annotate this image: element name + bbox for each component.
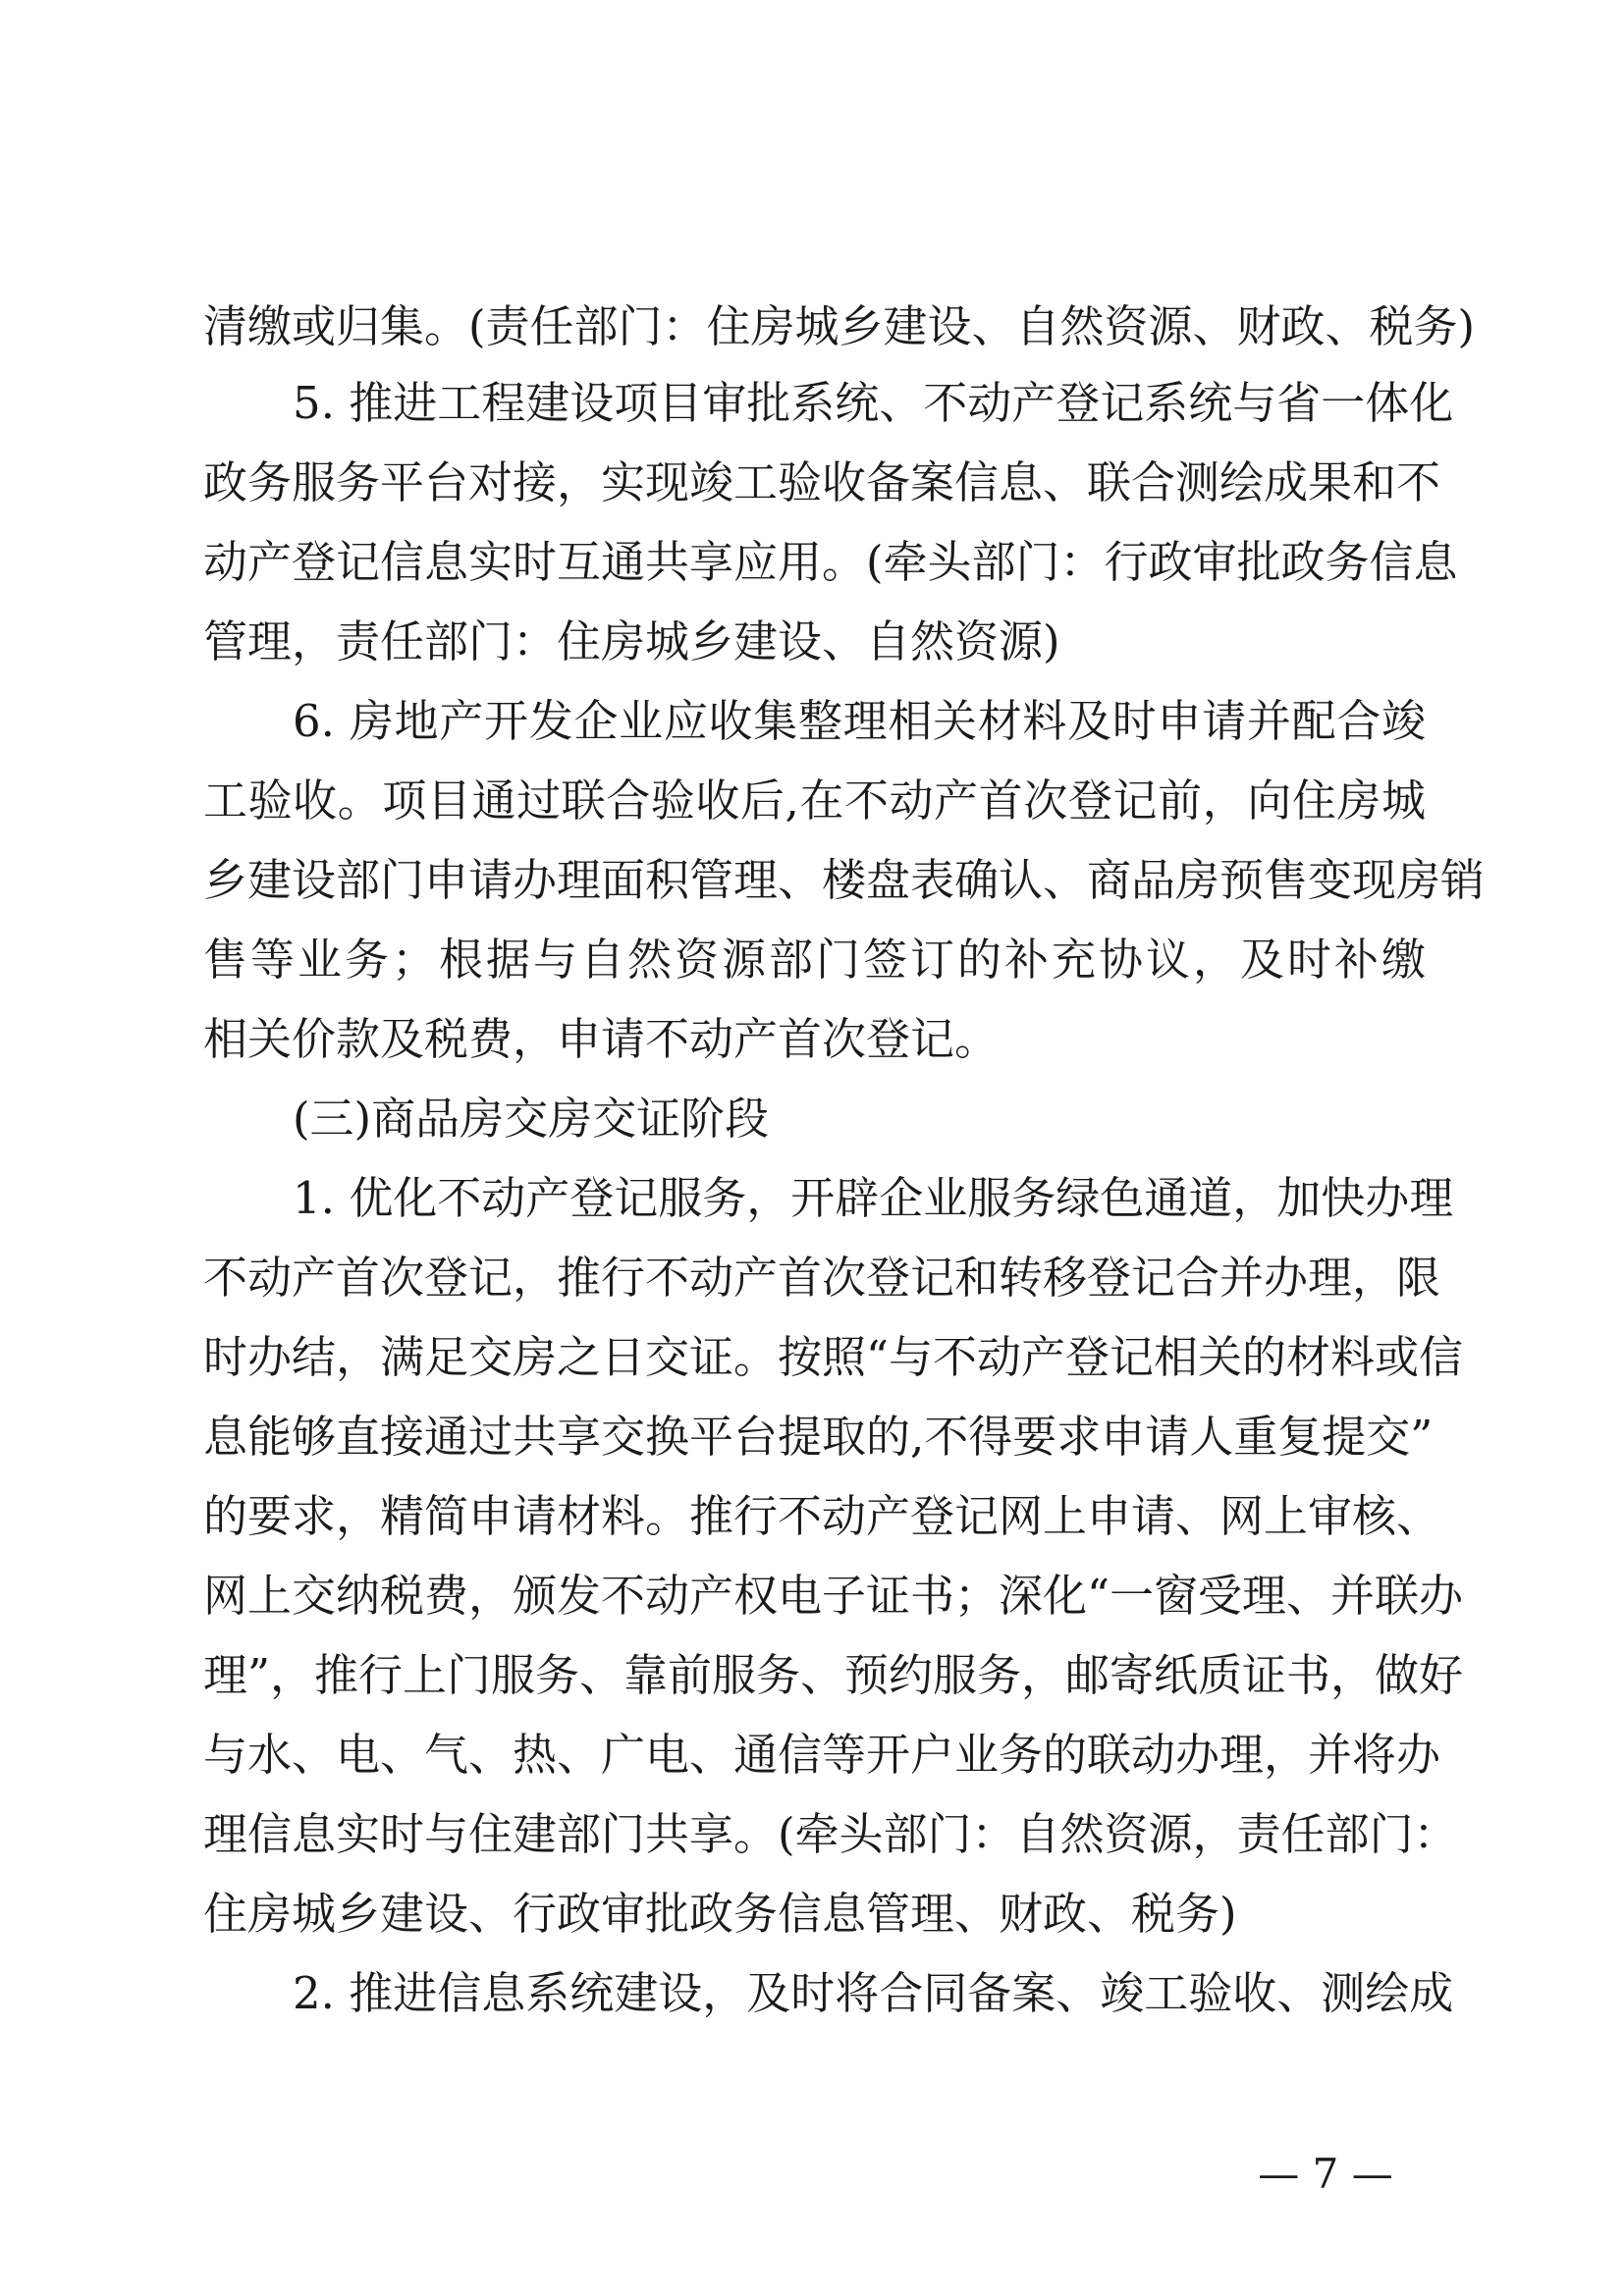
page-number: — 7 — (1258, 2150, 1393, 2198)
text-line: 与水、电、气、热、广电、通信等开户业务的联动办理，并将办 (203, 1729, 1441, 1781)
text-line: 乡建设部门申请办理面积管理、楼盘表确认、商品房预售变现房销 (203, 854, 1486, 906)
text-line: 工验收。项目通过联合验收后,在不动产首次登记前，向住房城 (203, 774, 1426, 827)
text-line: 2. 推进信息系统建设，及时将合同备案、竣工验收、测绘成 (293, 1967, 1454, 2019)
text-line: 1. 优化不动产登记服务，开辟企业服务绿色通道，加快办理 (293, 1172, 1454, 1224)
text-line: 相关价款及税费，申请不动产首次登记。 (203, 1013, 1000, 1065)
text-line: 售等业务；根据与自然资源部门签订的补充协议，及时补缴 (203, 934, 1426, 986)
text-line: 6. 房地产开发企业应收集整理相关材料及时申请并配合竣 (293, 695, 1426, 747)
text-line: 5. 推进工程建设项目审批系统、不动产登记系统与省一体化 (293, 377, 1454, 429)
text-line: 住房城乡建设、行政审批政务信息管理、财政、税务) (203, 1888, 1237, 1940)
text-line: 息能够直接通过共享交换平台提取的,不得要求申请人重复提交” (203, 1411, 1434, 1463)
text-line: 清缴或归集。(责任部门：住房城乡建设、自然资源、财政、税务) (203, 300, 1476, 352)
text-line: 理信息实时与住建部门共享。(牵头部门：自然资源，责任部门： (203, 1808, 1458, 1860)
text-line: 政务服务平台对接，实现竣工验收备案信息、联合测绘成果和不 (203, 456, 1441, 508)
text-line: 网上交纳税费，颁发不动产权电子证书；深化“一窗受理、并联办 (203, 1570, 1464, 1622)
text-line: 理”，推行上门服务、靠前服务、预约服务，邮寄纸质证书，做好 (203, 1649, 1464, 1701)
text-line: 的要求，精简申请材料。推行不动产登记网上申请、网上审核、 (203, 1490, 1441, 1542)
text-line: 动产登记信息实时互通共享应用。(牵头部门：行政审批政务信息 (203, 536, 1458, 588)
text-line: 时办结，满足交房之日交证。按照“与不动产登记相关的材料或信 (203, 1331, 1464, 1383)
section-heading: (三)商品房交房交证阶段 (293, 1093, 770, 1145)
text-line: 管理，责任部门：住房城乡建设、自然资源) (203, 615, 1060, 667)
text-line: 不动产首次登记，推行不动产首次登记和转移登记合并办理，限 (203, 1252, 1441, 1304)
